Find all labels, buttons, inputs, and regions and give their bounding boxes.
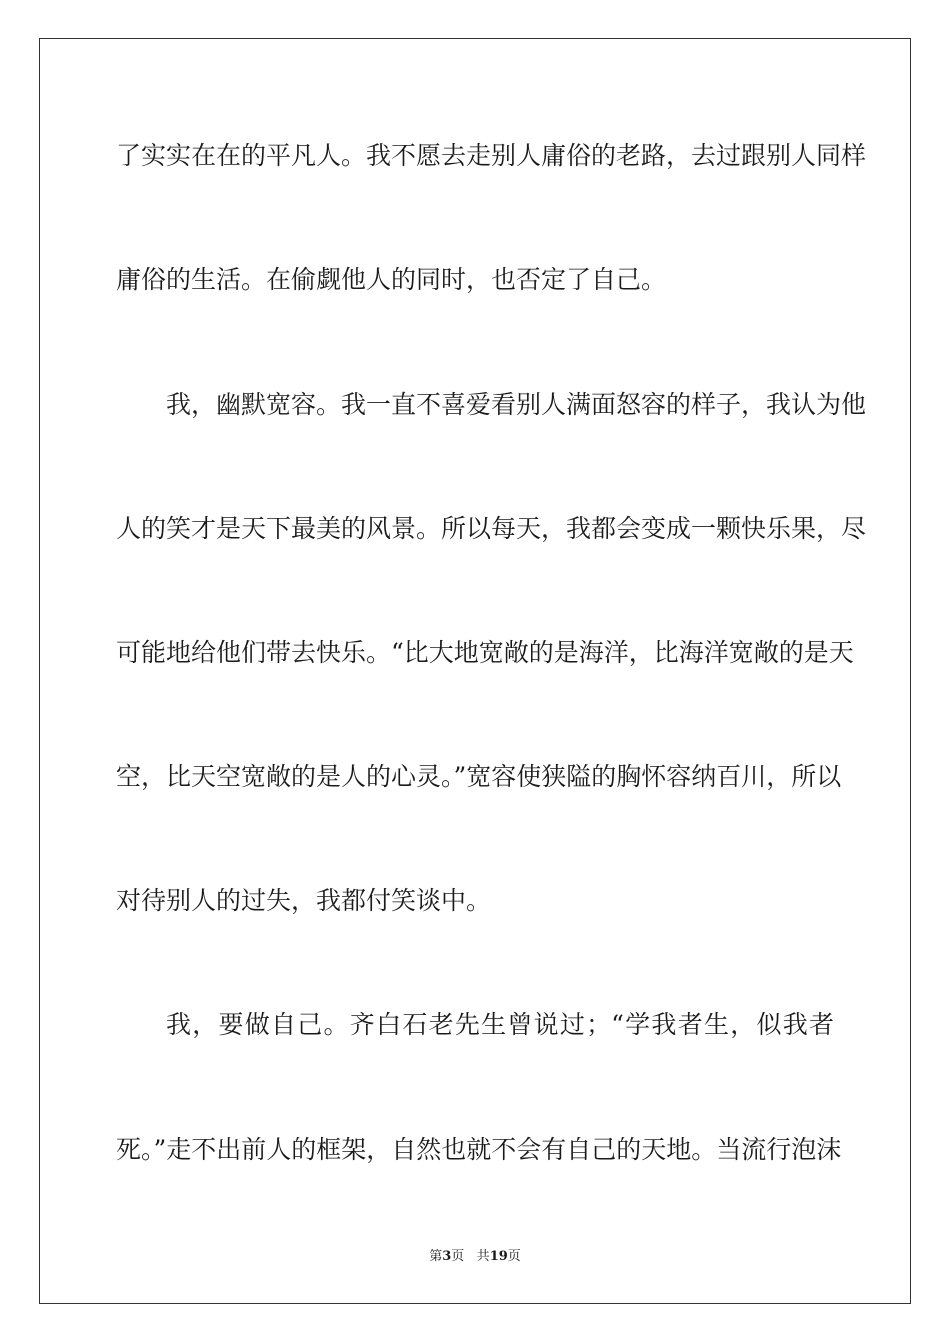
text-line-8: 我，要做自己。齐白石老先生曾说过；“学我者生，似我者 <box>166 1010 834 1039</box>
text-line-1: 了实实在在的平凡人。我不愿去走别人庸俗的老路，去过跟别人同样 <box>116 141 867 170</box>
text-line-7: 对待别人的过失，我都付笑谈中。 <box>116 886 492 915</box>
footer-page-suffix: 页 <box>451 1249 465 1264</box>
page-border <box>39 38 911 1304</box>
text-line-9: 死。”走不出前人的框架，自然也就不会有自己的天地。当流行泡沫 <box>116 1135 842 1164</box>
footer-page-number: 3 <box>442 1249 452 1264</box>
footer-page-prefix: 第 <box>429 1249 443 1264</box>
text-line-2: 庸俗的生活。在偷觑他人的同时，也否定了自己。 <box>116 265 667 294</box>
text-line-4: 人的笑才是天下最美的风景。所以每天，我都会变成一颗快乐果，尽 <box>116 514 867 543</box>
text-line-5: 可能地给他们带去快乐。“比大地宽敞的是海洋，比海洋宽敞的是天 <box>116 638 854 667</box>
footer-total-number: 19 <box>489 1249 508 1264</box>
page-footer <box>0 1248 950 1266</box>
text-line-3: 我，幽默宽容。我一直不喜爱看别人满面怒容的样子，我认为他 <box>166 390 867 419</box>
text-line-6: 空，比天空宽敞的是人的心灵。”宽容使狭隘的胸怀容纳百川，所以 <box>116 762 842 791</box>
footer-total-prefix: 共 <box>476 1249 490 1264</box>
footer-total-suffix: 页 <box>507 1249 521 1264</box>
